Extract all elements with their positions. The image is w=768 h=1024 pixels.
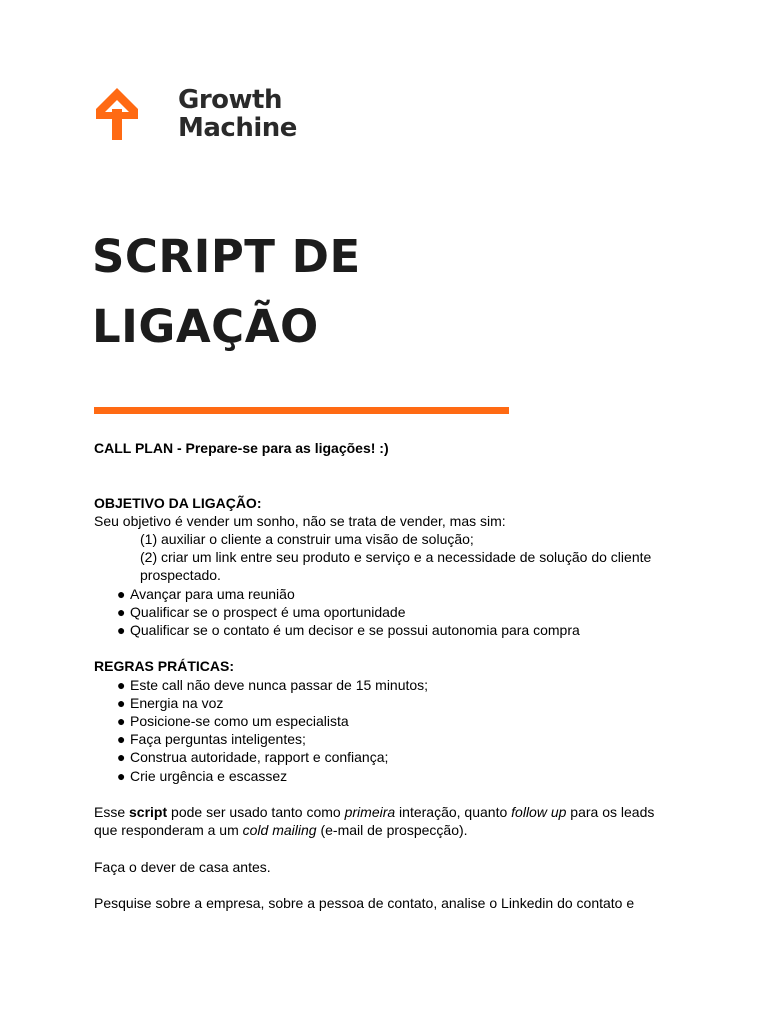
text-run-bold: script (129, 804, 168, 821)
text-run: pode ser usado tanto como (167, 804, 345, 821)
list-item-text: Energia na voz (130, 694, 224, 711)
document-title (92, 222, 361, 362)
list-item-text: Faça perguntas inteligentes; (130, 731, 306, 748)
script-usage-paragraph (94, 803, 694, 839)
list-item-text: Avançar para uma reunião (130, 585, 295, 602)
list-item (94, 712, 694, 730)
bullet-icon: ● (117, 622, 126, 639)
list-item (94, 748, 694, 766)
text-run: para os leads (566, 804, 655, 821)
list-item-text: Construa autoridade, rapport e confiança; (130, 749, 389, 766)
list-item (94, 730, 694, 748)
list-item (94, 694, 694, 712)
title-line1: SCRIPT DE (92, 230, 361, 283)
list-item-text: Qualificar se o prospect é uma oportunidade (130, 603, 406, 620)
text-run: interação, quanto (395, 804, 512, 821)
objetivo-bullet-list (94, 585, 694, 640)
objetivo-heading: OBJETIVO DA LIGAÇÃO: (94, 494, 262, 511)
bullet-icon: ● (117, 676, 126, 693)
list-item-text: Posicione-se como um especialista (130, 713, 349, 730)
call-plan-heading: CALL PLAN - Prepare-se para as ligações! :) (94, 440, 389, 456)
title-line2: LIGAÇÃO (92, 300, 319, 353)
bullet-icon: ● (117, 694, 126, 711)
list-item (94, 585, 694, 603)
bullet-icon: ● (117, 767, 126, 784)
numbered-item: (1) auxiliar o cliente a construir uma visão de solução; (140, 531, 474, 547)
growth-machine-logo-icon (94, 86, 140, 142)
bullet-icon: ● (117, 585, 126, 602)
numbered-item: (2) criar um link entre seu produto e serviço e a necessidade de solução do cliente (140, 549, 652, 566)
logo-text-line1: Growth (178, 85, 282, 115)
text-run-italic: follow up (511, 804, 567, 821)
list-item (94, 603, 694, 621)
text-run-italic: cold mailing (242, 822, 317, 839)
bullet-icon: ● (117, 713, 126, 730)
logo-text-line2: Machine (178, 113, 297, 143)
regras-bullet-list (94, 676, 694, 785)
numbered-item: prospectado. (140, 567, 221, 584)
document-body (94, 439, 694, 912)
list-item-text: Crie urgência e escassez (130, 767, 288, 784)
text-run: (e-mail de prospecção). (316, 822, 468, 839)
bullet-icon: ● (117, 731, 126, 748)
growth-machine-logo (94, 86, 297, 142)
bullet-icon: ● (117, 749, 126, 766)
text-run: que responderam a um (94, 822, 243, 839)
orange-divider (94, 407, 509, 414)
homework-paragraph: Faça o dever de casa antes. (94, 858, 271, 875)
regras-heading: REGRAS PRÁTICAS: (94, 658, 235, 675)
list-item-text: Qualificar se o contato é um decisor e se possui autonomia para compra (130, 622, 580, 639)
list-item (94, 767, 694, 785)
list-item-text: Este call não deve nunca passar de 15 minutos; (130, 676, 429, 693)
logo-wordmark (178, 86, 297, 142)
objetivo-intro: Seu objetivo é vender um sonho, não se trata de vender, mas sim: (94, 512, 506, 529)
text-run-italic: primeira (344, 804, 396, 821)
list-item (94, 676, 694, 694)
text-run: Esse (94, 804, 130, 821)
research-paragraph: Pesquise sobre a empresa, sobre a pessoa de contato, analise o Linkedin do contato e (94, 895, 635, 911)
list-item (94, 621, 694, 639)
bullet-icon: ● (117, 603, 126, 620)
